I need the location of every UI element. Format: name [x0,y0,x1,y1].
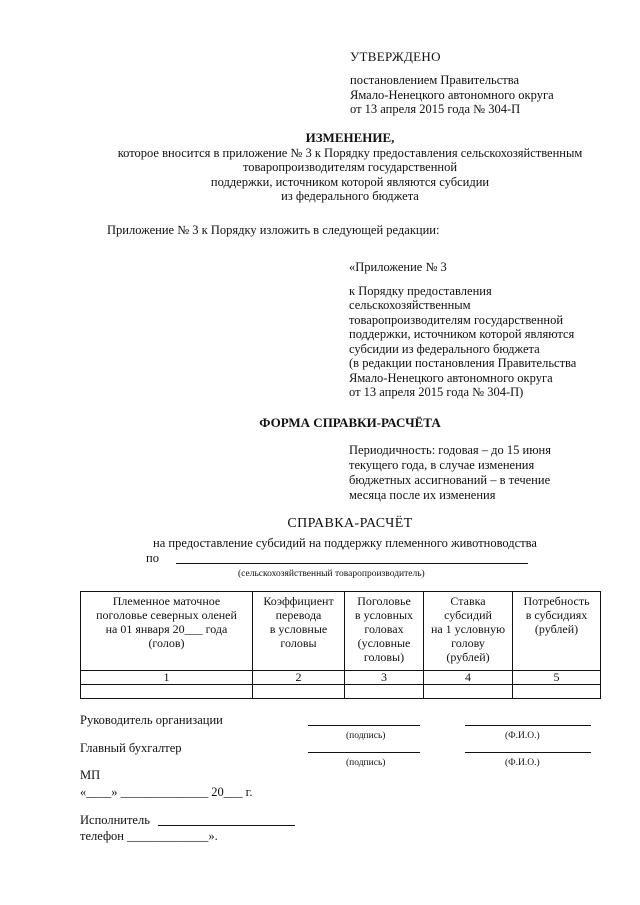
appendix-line: сельскохозяйственным [349,298,471,312]
change-line: которое вносится в приложение № 3 к Порядку предоставления сельскохозяйственным [117,145,583,160]
table-cell[interactable] [81,685,253,699]
accountant-name-caption: (Ф.И.О.) [505,758,540,768]
change-line: из федерального бюджета [281,189,419,203]
recipient-caption: (сельскохозяйственный товаропроизводитель) [238,569,425,579]
accountant-name-line[interactable] [465,752,591,753]
column-number: 4 [424,671,513,685]
phone-line[interactable]: телефон _____________». [80,829,218,843]
date-line[interactable]: «____» ______________ 20___ г. [80,785,253,799]
executor-fill-line[interactable] [158,825,295,826]
table-header-row [81,592,601,671]
approval-line: постановлением Правительства [350,73,520,87]
recipient-fill-line[interactable] [176,563,528,564]
stamp-label: МП [80,768,101,782]
change-line: товаропроизводителям государственной [242,160,458,174]
approval-text [350,73,554,117]
table-number-row [81,671,601,685]
column-number: 2 [253,671,345,685]
reference-subtitle: на предоставление субсидий на поддержку племенного животноводства [153,536,537,550]
executor-label: Исполнитель [80,813,150,827]
periodicity-block [349,443,551,503]
reference-title: СПРАВКА-РАСЧЁТ [287,516,413,531]
appendix-line: товаропроизводителям государственной [349,312,564,327]
form-title: ФОРМА СПРАВКИ-РАСЧЁТА [259,415,441,430]
approval-line: Ямало-Ненецкого автономного округа [350,87,554,102]
intro-text: Приложение № 3 к Порядку изложить в следующей редакции: [107,223,440,237]
accountant-signature-caption: (подпись) [346,758,386,768]
accountant-signature-line[interactable] [308,752,420,753]
table-cell[interactable] [513,685,601,699]
header-cell-need: Потребность в субсидиях (рублей) [513,592,601,671]
appendix-line: Ямало-Ненецкого автономного округа [349,370,553,385]
periodicity-line: бюджетных ассигнований – в течение [349,473,551,487]
appendix-title: «Приложение № 3 [349,260,447,274]
change-line: поддержки, источником которой являются субсидии [210,174,490,189]
head-signature-caption: (подпись) [346,731,386,741]
head-label: Руководитель организации [80,713,223,727]
table-cell[interactable] [345,685,424,699]
approval-line: от 13 апреля 2015 года № 304-П [350,102,521,116]
head-name-line[interactable] [465,725,591,726]
header-cell-herd: Племенное маточное поголовье северных оленей на 01 января 20___ года (голов) [81,592,253,671]
periodicity-line: месяца после их изменения [349,488,496,502]
appendix-line: поддержки, источником которой являются [349,327,575,341]
accountant-label: Главный бухгалтер [80,741,182,755]
periodicity-line: текущего года, в случае изменения [349,458,535,472]
table-cell[interactable] [424,685,513,699]
appendix-block [349,260,576,400]
table-data-row [81,685,601,699]
change-block [60,131,640,204]
column-number: 5 [513,671,601,685]
header-cell-rate: Ставка субсидий на 1 условную голову (рублей) [424,592,513,671]
approval-heading: УТВЕРЖДЕНО [350,49,441,64]
table-cell[interactable] [253,685,345,699]
appendix-line: от 13 апреля 2015 года № 304-П) [349,385,524,399]
reference-po-label: по [146,551,159,565]
periodicity-line: Периодичность: годовая – до 15 июня [349,443,551,457]
header-cell-conditional-heads: Поголовье в условных головах (условные головы) [345,592,424,671]
header-cell-coefficient: Коэффициент перевода в условные головы [253,592,345,671]
head-name-caption: (Ф.И.О.) [505,731,540,741]
column-number: 3 [345,671,424,685]
calculation-table [80,591,601,699]
appendix-line: субсидии из федерального бюджета [349,341,540,356]
change-title: ИЗМЕНЕНИЕ, [305,130,395,145]
appendix-line: (в редакции постановления Правительства [349,356,577,370]
appendix-line: к Порядку предоставления [349,283,492,298]
column-number: 1 [81,671,253,685]
head-signature-line[interactable] [308,725,420,726]
